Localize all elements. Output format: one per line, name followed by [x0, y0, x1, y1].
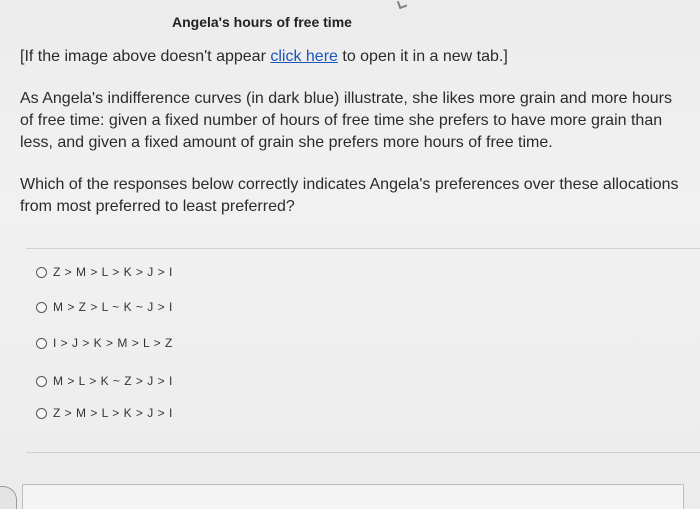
radio-button-icon[interactable]: [36, 338, 47, 349]
next-question-panel: [22, 484, 684, 509]
radio-button-icon[interactable]: [36, 302, 47, 313]
answer-option-label: Z > M > L > K > J > I: [53, 265, 173, 279]
panel-corner: [0, 486, 17, 509]
problem-description: As Angela's indifference curves (in dark blue) illustrate, she likes more grain and more hours of free time: given a fixed number of hours of free time she prefers to have more grain than less, and given a fixed amount of grain she prefers more hours of free time.: [20, 90, 672, 151]
question-prompt: Which of the responses below correctly indicates Angela's preferences over these allocations from most preferred to least preferred?: [20, 176, 679, 215]
answer-option[interactable]: [36, 298, 173, 316]
answer-option[interactable]: [36, 372, 173, 390]
image-fragment-icon: [397, 0, 407, 9]
note-prefix: [If the image above doesn't appear: [20, 48, 271, 65]
answer-option-label: Z > M > L > K > J > I: [53, 406, 173, 420]
answer-option[interactable]: [36, 404, 173, 422]
answer-option[interactable]: [36, 334, 173, 352]
open-image-link[interactable]: click here: [270, 48, 338, 65]
answer-option-label: M > Z > L ~ K ~ J > I: [53, 300, 173, 314]
answer-option-label: M > L > K ~ Z > J > I: [53, 374, 173, 388]
note-suffix: to open it in a new tab.]: [337, 48, 508, 65]
answer-option[interactable]: [36, 263, 173, 281]
radio-button-icon[interactable]: [36, 267, 47, 278]
radio-button-icon[interactable]: [36, 376, 47, 387]
image-fallback-note: [20, 48, 508, 66]
answer-option-label: I > J > K > M > L > Z: [53, 336, 173, 350]
image-title: Angela's hours of free time: [172, 14, 352, 30]
radio-button-icon[interactable]: [36, 408, 47, 419]
answer-options: [26, 248, 700, 453]
